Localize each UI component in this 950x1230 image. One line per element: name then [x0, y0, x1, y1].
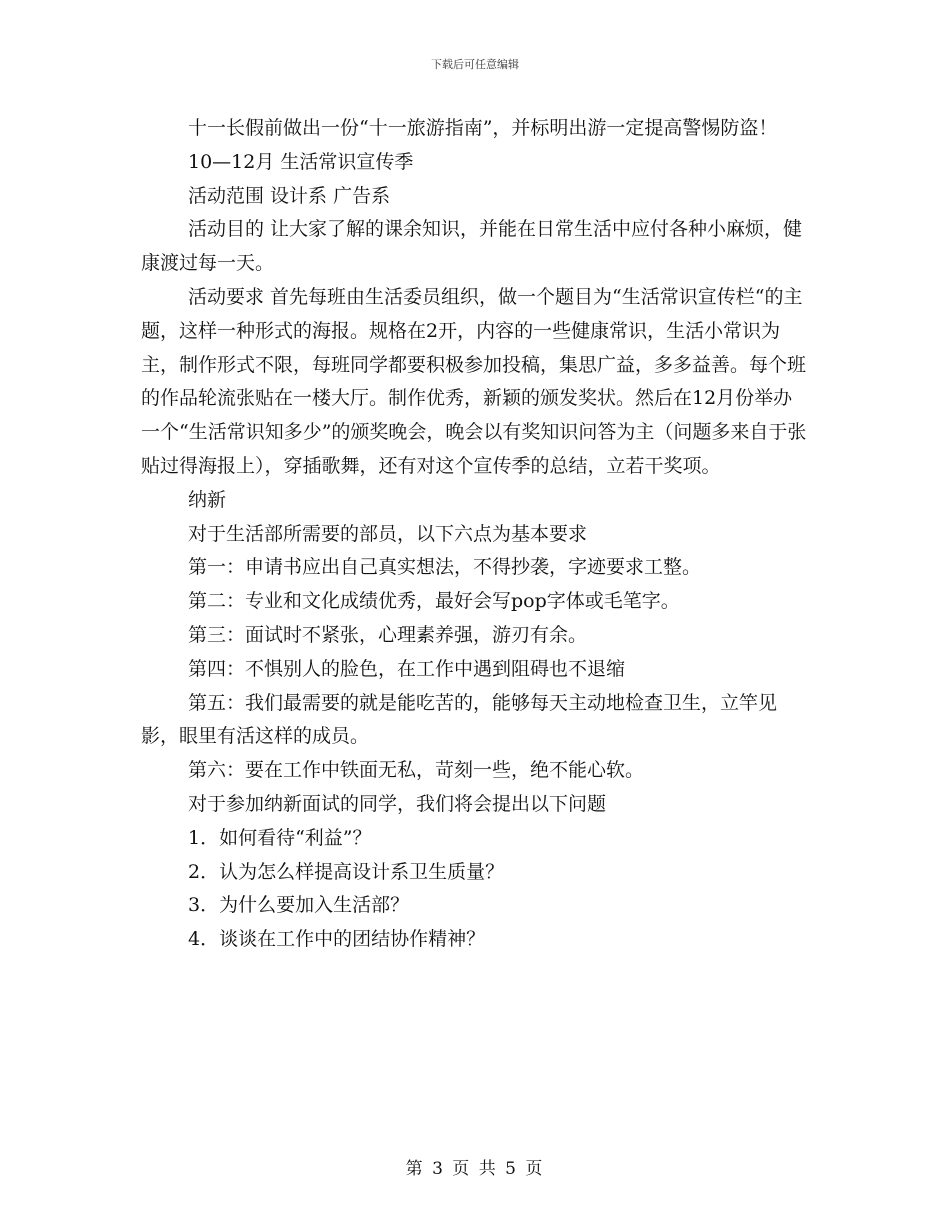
paragraph-requirement-2: 第二：专业和文化成绩优秀，最好会写pop字体或毛笔字。: [188, 590, 680, 613]
paragraph-question-1: 1．如何看待“利益”？: [188, 826, 372, 849]
page-header: 下载后可任意编辑: [431, 58, 519, 71]
paragraph-season-title: 10—12月 生活常识宣传季: [188, 150, 414, 173]
paragraph-activity-requirements: 活动要求 首先每班由生活委员组织，做一个题目为“生活常识宣传栏“的主题，这样一种形式的海报。规格在2开，内容的一些健康常识，生活小常识为主，制作形式不限，每班同学都要积极参加投稿，集思广益，多多益善。每个班的作品轮流张贴在一楼大厅。制作优秀，新颖的颁发奖状。然后在12月份举办一个“生活常识知多少”的颁奖晚会，晚会以有奖知识问答为主（问题多来自于张贴过得海报上），穿插歌舞，还有对这个宣传季的总结，立若干奖项。: [141, 285, 807, 477]
document-body: [141, 112, 811, 957]
paragraph-requirements-intro: 对于生活部所需要的部员，以下六点为基本要求: [188, 522, 588, 545]
paragraph-activity-purpose: 活动目的 让大家了解的课余知识，并能在日常生活中应付各种小麻烦，健康渡过每一天。: [141, 218, 803, 275]
paragraph-requirement-4: 第四：不惧别人的脸色，在工作中遇到阻碍也不退缩: [188, 657, 626, 680]
paragraph-requirement-3: 第三：面试时不紧张，心理素养强，游刃有余。: [188, 623, 588, 646]
paragraph-recruitment-heading: 纳新: [188, 488, 227, 511]
paragraph-requirement-1: 第一：申请书应出自己真实想法，不得抄袭，字迹要求工整。: [188, 556, 702, 579]
paragraph-questions-intro: 对于参加纳新面试的同学，我们将会提出以下问题: [188, 792, 607, 815]
paragraph-question-4: 4．谈谈在工作中的团结协作精神？: [188, 928, 486, 951]
paragraph-travel-guide: 十一长假前做出一份“十一旅游指南”，并标明出游一定提高警惕防盗！: [188, 117, 778, 139]
paragraph-requirement-5: 第五：我们最需要的就是能吃苦的，能够每天主动地检查卫生，立竿见影，眼里有活这样的成员。: [141, 691, 778, 748]
paragraph-question-3: 3．为什么要加入生活部？: [188, 894, 410, 917]
paragraph-requirement-6: 第六：要在工作中铁面无私，苛刻一些，绝不能心软。: [188, 759, 645, 782]
page-footer: 第 3 页 共 5 页: [405, 1159, 545, 1179]
paragraph-question-2: 2．认为怎么样提高设计系卫生质量？: [188, 860, 505, 883]
paragraph-activity-scope: 活动范围 设计系 广告系: [188, 184, 391, 207]
